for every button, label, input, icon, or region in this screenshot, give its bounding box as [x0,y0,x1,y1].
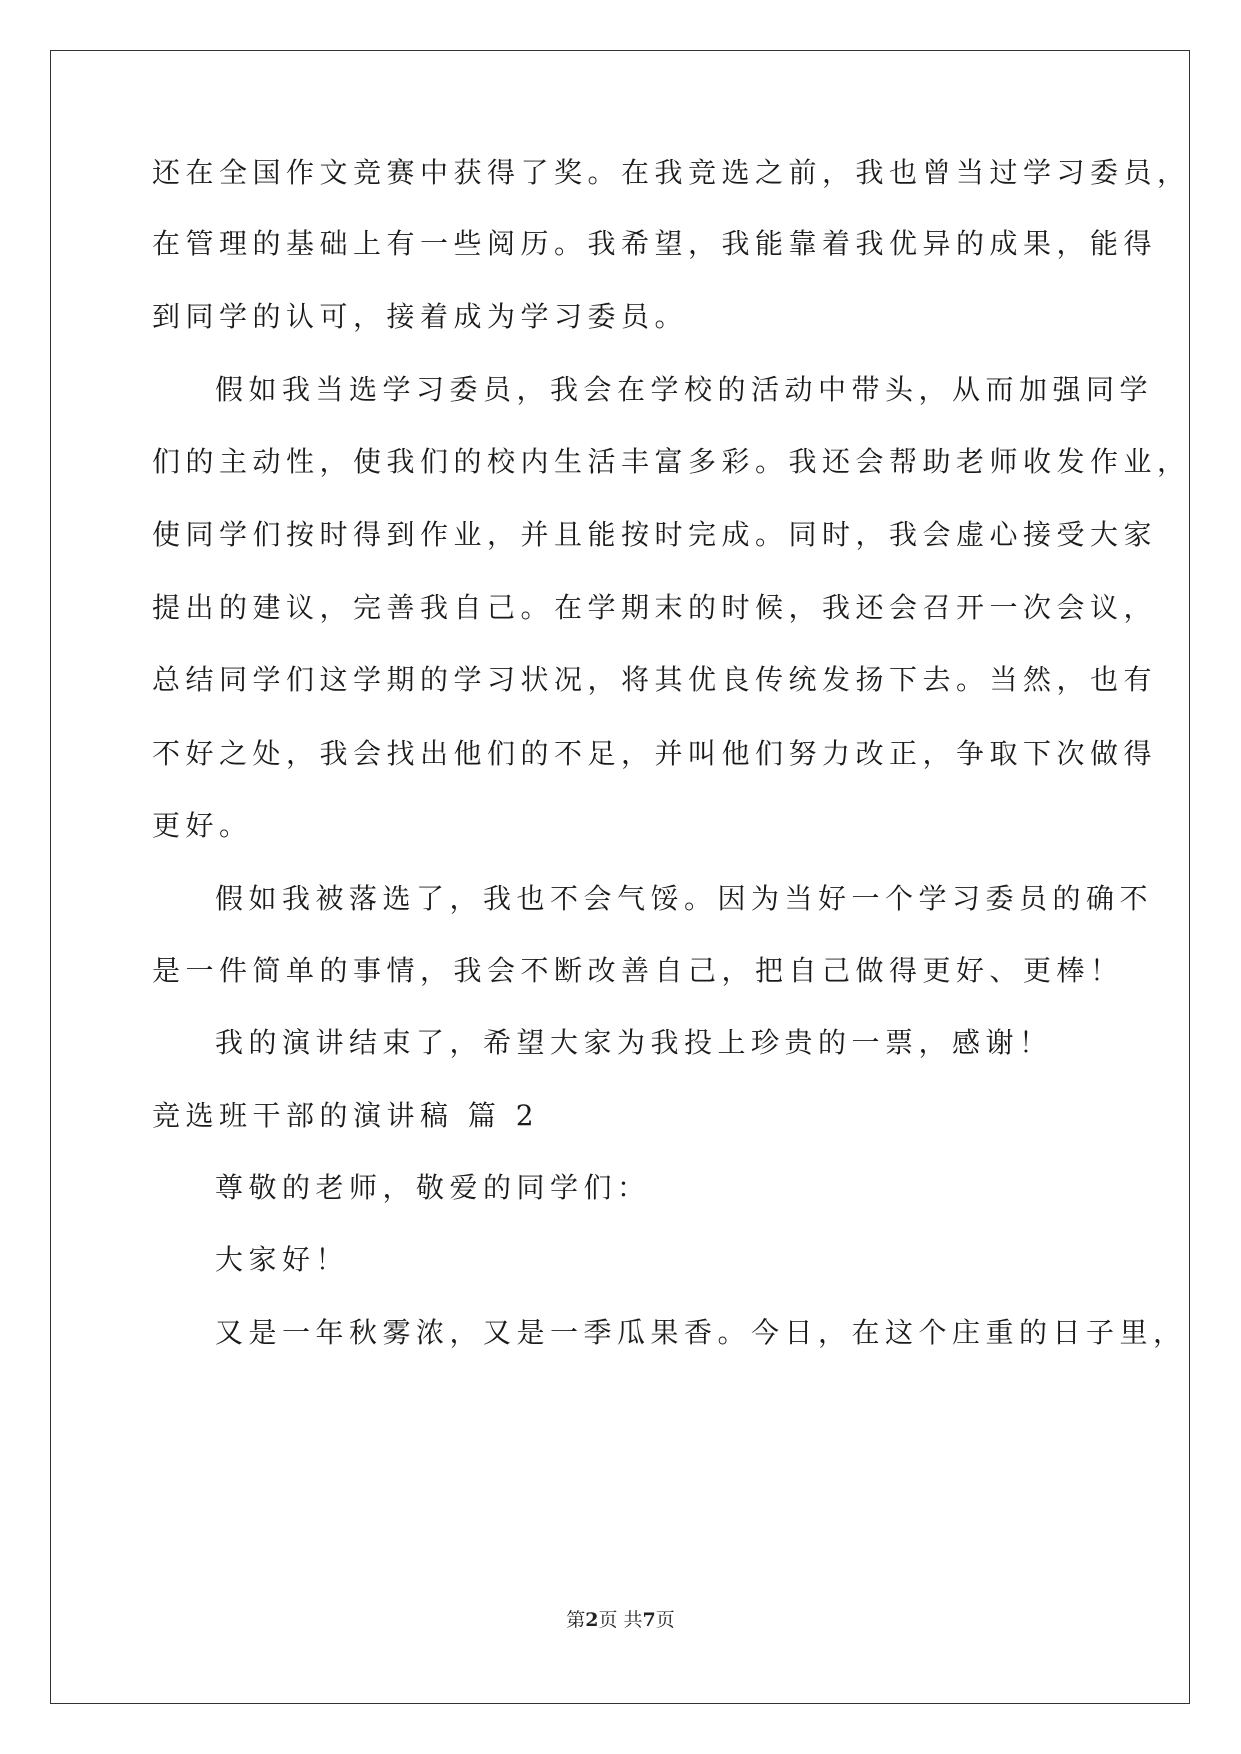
text-line: 还在全国作文竞赛中获得了奖。在我竞选之前，我也曾当过学习委员， [152,156,1191,189]
section-heading: 竞选班干部的演讲稿 篇 2 [152,1099,540,1132]
text-line: 假如我被落选了，我也不会气馁。因为当好一个学习委员的确不 [215,882,1154,915]
text-line: 假如我当选学习委员，我会在学校的活动中带头，从而加强同学 [215,373,1154,406]
footer-suffix: 页 [655,1609,675,1631]
hello-line: 大家好！ [215,1243,350,1276]
current-page-number: 2 [585,1609,599,1631]
text-line: 提出的建议，完善我自己。在学期末的时候，我还会召开一次会议， [152,591,1158,624]
page-footer [0,1608,1241,1632]
text-line: 更好。 [152,809,253,842]
text-line: 使同学们按时得到作业，并且能按时完成。同时，我会虚心接受大家 [152,518,1158,551]
text-line: 是一件简单的事情，我会不断改善自己，把自己做得更好、更棒！ [152,954,1124,987]
text-line: 到同学的认可，接着成为学习委员。 [152,300,689,333]
greeting-line: 尊敬的老师，敬爱的同学们： [215,1171,651,1204]
text-line: 们的主动性，使我们的校内生活丰富多彩。我还会帮助老师收发作业， [152,445,1191,478]
text-line: 不好之处，我会找出他们的不足，并叫他们努力改正，争取下次做得 [152,737,1158,770]
footer-prefix: 第 [566,1609,586,1631]
text-line: 我的演讲结束了，希望大家为我投上珍贵的一票，感谢！ [215,1026,1053,1059]
text-line: 在管理的基础上有一些阅历。我希望，我能靠着我优异的成果，能得 [152,227,1158,260]
text-line: 总结同学们这学期的学习状况，将其优良传统发扬下去。当然，也有 [152,663,1158,696]
text-line: 又是一年秋雾浓，又是一季瓜果香。今日，在这个庄重的日子里， [215,1316,1187,1349]
footer-middle: 页 共 [598,1609,643,1631]
total-page-number: 7 [642,1609,656,1631]
